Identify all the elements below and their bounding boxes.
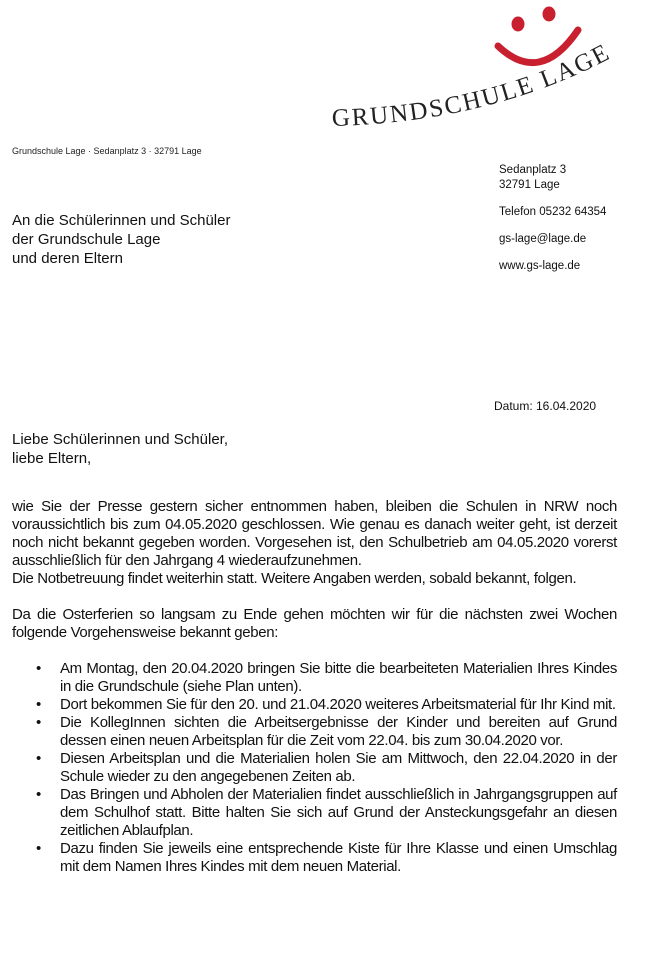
bullet-icon: •	[36, 786, 41, 803]
school-logo	[320, 0, 647, 140]
list-item	[36, 714, 617, 750]
body-paragraph: Da die Osterferien so langsam zu Ende gehen möchten wir für die nächsten zwei Wochen folgende Vorgehensweise bekannt geben:	[12, 606, 617, 641]
body-paragraph: Die Notbetreuung findet weiterhin statt. Weitere Angaben werden, sobald bekannt, folgen.	[12, 570, 577, 587]
procedure-list	[12, 660, 617, 876]
bullet-icon: •	[36, 714, 41, 731]
logo-text: GRUNDSCHULE LAGE	[331, 38, 615, 133]
list-item-text: Am Montag, den 20.04.2020 bringen Sie bitte die bearbeiteten Materialien Ihres Kindes in die Grundschule (siehe Plan unten).	[60, 660, 617, 695]
contact-block	[499, 163, 606, 274]
list-item	[36, 786, 617, 840]
letter-date: Datum: 16.04.2020	[494, 399, 597, 413]
salutation-line: liebe Eltern,	[12, 450, 92, 467]
contact-email[interactable]: gs-lage@lage.de	[499, 233, 587, 245]
list-item-text: Die KollegInnen sichten die Arbeitsergebnisse der Kinder und bereiten auf Grund dessen einen neuen Arbeitsplan für die Zeit vom 22.04. bis zum 30.04.2020 vor.	[60, 714, 617, 749]
bullet-icon: •	[36, 660, 41, 677]
list-item	[36, 750, 617, 786]
list-item	[36, 840, 617, 876]
recipient-line: und deren Eltern	[12, 250, 123, 267]
list-item-text: Dort bekommen Sie für den 20. und 21.04.2020 weiteres Arbeitsmaterial für Ihr Kind mit.	[60, 696, 616, 713]
list-item-text: Dazu finden Sie jeweils eine entsprechende Kiste für Ihre Klasse und einen Umschlag mit dem Namen Ihres Kindes mit dem neuen Material.	[60, 840, 617, 875]
list-item	[36, 660, 617, 696]
list-item-text: Das Bringen und Abholen der Materialien findet ausschließlich in Jahrgangsgruppen auf dem Schulhof statt. Bitte halten Sie sich auf Grund der Ansteckungsgefahr an diesen zeitlichen Ablaufplan.	[60, 786, 617, 839]
bullet-icon: •	[36, 696, 41, 713]
smiley-right-eye	[543, 7, 556, 22]
bullet-icon: •	[36, 840, 41, 857]
contact-phone: Telefon 05232 64354	[499, 206, 607, 218]
sender-address-line: Grundschule Lage · Sedanplatz 3 · 32791 Lage	[12, 146, 202, 156]
bullet-icon: •	[36, 750, 41, 767]
letter-body	[12, 498, 617, 876]
recipient-address	[12, 211, 230, 268]
smiley-logo-icon	[320, 0, 647, 140]
contact-website[interactable]: www.gs-lage.de	[499, 260, 581, 272]
smiley-left-eye	[512, 17, 525, 32]
list-item-text: Diesen Arbeitsplan und die Materialien holen Sie am Mittwoch, den 22.04.2020 in der Schule wieder zu den angegebenen Zeiten ab.	[60, 750, 617, 785]
recipient-line: der Grundschule Lage	[12, 231, 161, 248]
contact-street: Sedanplatz 3	[499, 164, 567, 176]
salutation	[12, 430, 228, 468]
salutation-line: Liebe Schülerinnen und Schüler,	[12, 431, 228, 448]
contact-city: 32791 Lage	[499, 179, 560, 191]
body-paragraph: wie Sie der Presse gestern sicher entnommen haben, bleiben die Schulen in NRW noch voraussichtlich bis zum 04.05.2020 geschlossen. Wie genau es danach weiter geht, ist derzeit noch nicht bekannt gegeben worden. Vorgesehen ist, den Schulbetrieb am 04.05.2020 vorerst ausschließlich für den Jahrgang 4 wiederaufzunehmen.	[12, 498, 617, 569]
recipient-line: An die Schülerinnen und Schüler	[12, 212, 231, 229]
list-item	[36, 696, 617, 714]
